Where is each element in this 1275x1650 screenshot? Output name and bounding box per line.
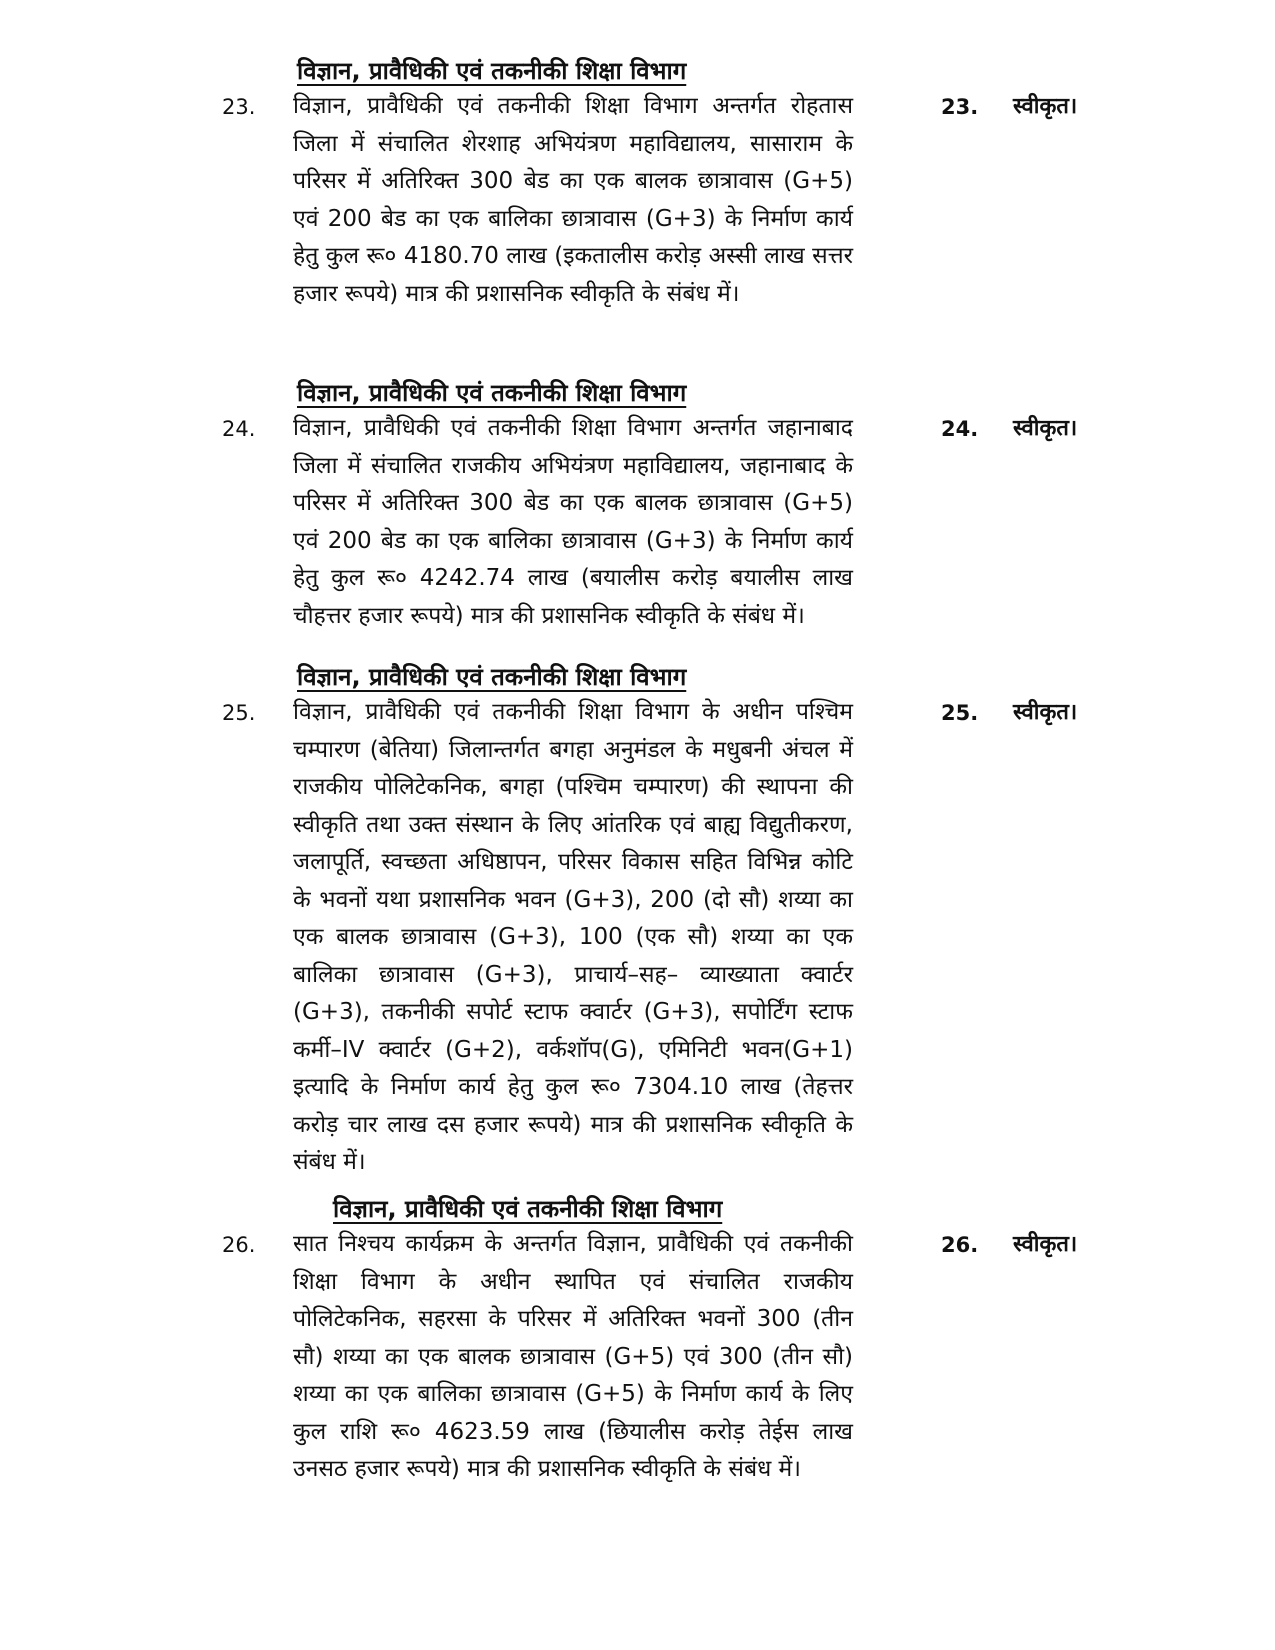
section-heading: विज्ञान, प्रावैधिकी एवं तकनीकी शिक्षा विभाग	[297, 57, 687, 85]
decision-number: 25.	[941, 701, 979, 725]
decision-number: 23.	[941, 95, 979, 119]
decision-number: 26.	[941, 1233, 979, 1257]
decision-number: 24.	[941, 417, 979, 441]
item-description: विज्ञान, प्रावैधिकी एवं तकनीकी शिक्षा विभाग अन्तर्गत जहानाबाद जिला में संचालित राजकीय अभियंत्रण महाविद्यालय, जहानाबाद के परिसर में अतिरिक्त 300 बेड का एक बालक छात्रावास (G+5) एवं 200 बेड का एक बालिका छात्रावास (G+3) के निर्माण कार्य हेतु कुल रू० 4242.74 लाख (बयालीस करोड़ बयालीस लाख चौहत्तर हजार रूपये) मात्र की प्रशासनिक स्वीकृति के संबंध में।	[293, 415, 853, 629]
item-number: 25.	[222, 701, 256, 725]
item-number: 26.	[222, 1233, 256, 1257]
decision-status: स्वीकृत।	[1013, 94, 1078, 119]
item-number: 23.	[222, 95, 256, 119]
item-description: विज्ञान, प्रावैधिकी एवं तकनीकी शिक्षा विभाग के अधीन पश्चिम चम्पारण (बेतिया) जिलान्तर्गत बगहा अनुमंडल के मधुबनी अंचल में राजकीय पोलिटेकनिक, बगहा (पश्चिम चम्पारण) की स्थापना की स्वीकृति तथा उक्त संस्थान के लिए आंतरिक एवं बाह्य विद्युतीकरण, जलापूर्ति, स्वच्छता अधिष्ठापन, परिसर विकास सहित विभिन्न कोटि के भवनों यथा प्रशासनिक भवन (G+3), 200 (दो सौ) शय्या का एक बालक छात्रावास (G+3), 100 (एक सौ) शय्या का एक बालिका छात्रावास (G+3), प्राचार्य–सह– व्याख्याता क्वार्टर (G+3), तकनीकी सपोर्ट स्टाफ क्वार्टर (G+3), सपोर्टिंग स्टाफ कर्मी–IV क्वार्टर (G+2), वर्कशॉप(G), एमिनिटी भवन(G+1) इत्यादि के निर्माण कार्य हेतु कुल रू० 7304.10 लाख (तेहत्तर करोड़ चार लाख दस हजार रूपये) मात्र की प्रशासनिक स्वीकृति के संबंध में।	[293, 699, 853, 1175]
section-heading: विज्ञान, प्रावैधिकी एवं तकनीकी शिक्षा विभाग	[297, 663, 687, 691]
item-description: विज्ञान, प्रावैधिकी एवं तकनीकी शिक्षा विभाग अन्तर्गत रोहतास जिला में संचालित शेरशाह अभियंत्रण महाविद्यालय, सासाराम के परिसर में अतिरिक्त 300 बेड का एक बालक छात्रावास (G+5) एवं 200 बेड का एक बालिका छात्रावास (G+3) के निर्माण कार्य हेतु कुल रू० 4180.70 लाख (इकतालीस करोड़ अस्सी लाख सत्तर हजार रूपये) मात्र की प्रशासनिक स्वीकृति के संबंध में।	[293, 93, 853, 307]
item-number: 24.	[222, 417, 256, 441]
item-description: सात निश्चय कार्यक्रम के अन्तर्गत विज्ञान, प्रावैधिकी एवं तकनीकी शिक्षा विभाग के अधीन स्थापित एवं संचालित राजकीय पोलिटेकनिक, सहरसा के परिसर में अतिरिक्त भवनों 300 (तीन सौ) शय्या का एक बालक छात्रावास (G+5) एवं 300 (तीन सौ) शय्या का एक बालिका छात्रावास (G+5) के निर्माण कार्य के लिए कुल राशि रू० 4623.59 लाख (छियालीस करोड़ तेईस लाख उनसठ हजार रूपये) मात्र की प्रशासनिक स्वीकृति के संबंध में।	[293, 1231, 853, 1482]
decision-status: स्वीकृत।	[1013, 1232, 1078, 1257]
decision-status: स्वीकृत।	[1013, 700, 1078, 725]
section-heading: विज्ञान, प्रावैधिकी एवं तकनीकी शिक्षा विभाग	[333, 1195, 723, 1223]
decision-status: स्वीकृत।	[1013, 416, 1078, 441]
section-heading: विज्ञान, प्रावैधिकी एवं तकनीकी शिक्षा विभाग	[297, 379, 687, 407]
